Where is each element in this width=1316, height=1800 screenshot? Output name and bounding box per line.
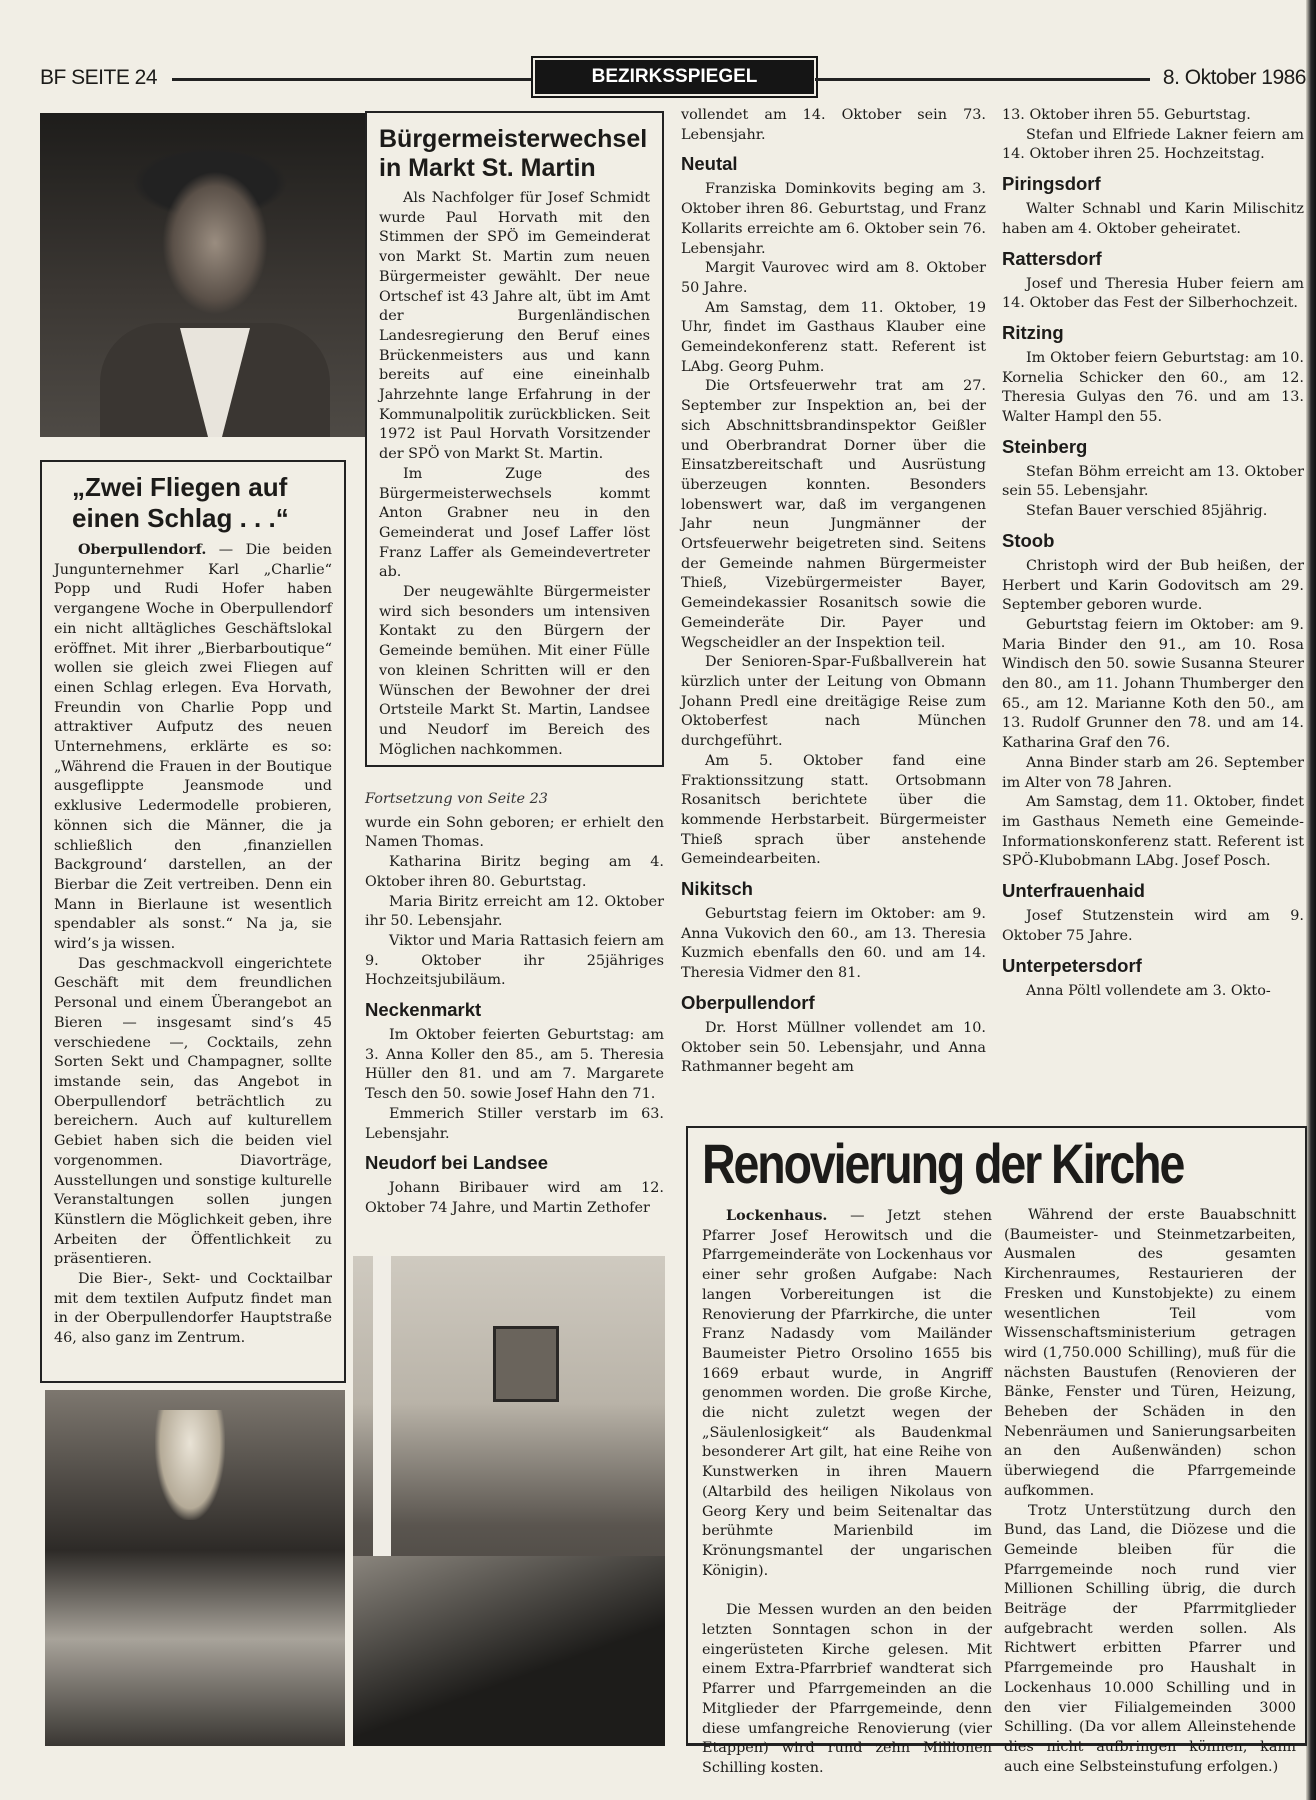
paragraph: Als Nachfolger für Josef Schmidt wurde Paul Horvath mit den Stimmen der SPÖ im Gemeinderat von Markt St. Martin zum neuen Bürgermeister gewählt. Der neue Ortschef ist 43 Jahre alt, übt im Amt der Burgenländischen Landesregierung den Beruf eines Brückenmeisters aus und kann bereits auf eine eineinhalb Jahrzehnte lange Erfahrung in der Kommunalpolitik zurückblicken. Seit 1972 ist Paul Horvath Vorsitzender der SPÖ von Markt St. Martin. — [379, 190, 650, 463]
dateline: Lockenhaus. — [726, 1207, 828, 1224]
place-heading: Unterfrauenhaid — [1002, 880, 1145, 902]
paragraph: Katharina Biritz beging am 4. Oktober ihren 80. Geburtstag. — [365, 854, 664, 890]
pillar-shape — [373, 1256, 391, 1556]
paragraph: — Die beiden Jungunternehmer Karl „Charlie“ Popp und Rudi Hofer haben vergangene Woche in Oberpullendorf ein nicht alltägliches Geschäftslokal eröffnet. Mit ihrer „Bierbarboutique“ wollen sie gleich zwei Fliegen auf einen Schlag erlegen. Eva Horvath, Freundin von Charlie Popp und attraktiver Aufputz des neuen Unternehmens, erklärte es so: „Während die Frauen in der Boutique ausgeflippte Jeansmode und exklusive Ledermodelle probieren, können sich die Männer, die ja schließlich den ‚finanziellen Background‘ darstellen, an der Bierbar die Zeit vertreiben. Denn ein Mann in Bierlaune ist wesentlich spendabler als sonst.“ Na ja, sie wird’s ja wissen. — [54, 542, 332, 953]
issue-date: 8. Oktober 1986 — [1162, 66, 1306, 89]
column-continuation — [365, 790, 664, 1219]
article-buergermeisterwechsel — [365, 111, 664, 767]
section-masthead: BEZIRKSSPIEGEL — [535, 60, 814, 94]
paragraph: Maria Biritz erreicht am 12. Oktober ihr 50. Lebensjahr. — [365, 893, 664, 930]
article-zwei-fliegen — [40, 460, 346, 1383]
header-rule-left — [172, 78, 532, 81]
paragraph: Während der erste Bauabschnitt (Baumeister- und Steinmetzarbeiten, Ausmalen des gesamten Kirchenraumes, Restaurieren der Fresken und Kunstobjekte) zu einem wesentlichen Teil vom Wissenschaftsministerium getragen wird (1,750.000 Schilling), muß für die nächsten Baustufen (Renovieren der Bänke, Fenster und Türen, Heizung, Beheben der Schäden in den Nebenräumen und Sanierungsarbeiten an den Außenwänden) schon überwiegend die Pfarrgemeinde aufkommen. — [1004, 1207, 1296, 1499]
paragraph: Im Oktober feiern Geburtstag: am 10. Kornelia Schicker den 60., am 12. Theresia Gulyas den 76. und am 13. Walter Hampl den 55. — [1002, 349, 1304, 426]
place-heading: Neudorf bei Landsee — [365, 1152, 548, 1174]
place-heading: Stoob — [1002, 529, 1055, 551]
paragraph: Am 5. Oktober fand eine Fraktionssitzung statt. Ortsobmann Rosanitsch berichtete über die kommende Herbstarbeit. Bürgermeister Thieß sprach über anstehende Gemeindearbeiten. — [681, 752, 986, 868]
paragraph: Stefan Bauer verschied 85jährig. — [1026, 503, 1268, 520]
place-heading: Steinberg — [1002, 435, 1088, 457]
dateline: Oberpullendorf. — [78, 541, 207, 558]
paragraph: Geburtstag feiern im Oktober: am 9. Maria Binder den 91., am 10. Rosa Windisch den 50. sowie Susanna Steurer den 80., am 11. Johann Thumberger den 65., am 12. Marianne Koth den 50., am 13. Rudolf Grunner den 78. und am 14. Katharina Graf den 76. — [1002, 616, 1304, 752]
article-headline: Bürgermeisterwechsel in Markt St. Martin — [379, 125, 648, 182]
place-heading: Neutal — [681, 153, 738, 175]
paragraph: Die Ortsfeuerwehr trat am 27. September zur Inspektion an, bei der sich Abschnittsbrandinspektor Geißler und Oberbrandrat Dorner über die Einsatzbereitschaft und Ausrüstung überzeugen konnten. Besonders lobenswert war, daß im vergangenen Jahr neun Jungmänner der Ortsfeuerwehr beigetreten sind. Seitens der Gemeinde nahmen Bürgermeister Thieß, Vizebürgermeister Bayer, Gemeindekassier Rosanitsch sowie die Gemeinderäte Dir. Payer und Wegscheidler an der Inspektion teil. — [681, 378, 986, 651]
paragraph: Trotz Unterstützung durch den Bund, das Land, die Diözese und die Gemeinde bleiben für die Pfarrgemeinde noch rund vier Millionen Schilling übrig, die durch Beiträge der Pfarrmitglieder aufgebracht werden sollen. Als Richtwert erbitten Pfarrer und Pfarrgemeinde pro Haushalt in Lockenhaus 10.000 Schilling und in den vier Filialgemeinden 3000 Schilling. (Da vor allem Alleinstehende dies nicht aufbringen können, kann auch eine Selbsteinstufung erfolgen.) — [1004, 1502, 1296, 1775]
paragraph: Johann Biribauer wird am 12. Oktober 74 Jahre, und Martin Zethofer — [365, 1180, 664, 1216]
place-heading: Ritzing — [1002, 321, 1064, 343]
paragraph: Das geschmackvoll eingerichtete Geschäft mit dem freundlichen Personal und einem Überangebot an Bieren — insgesamt sind’s 45 verschiedene —, Cocktails, zehn Sorten Sekt und Champagner, sollte imstande sein, das Angebot in Oberpullendorf beträchtlich zu bereichern. Auch auf kulturellem Gebiet haben sich die beiden viel vorgenommen. Diavorträge, Ausstellungen und sonstige kulturelle Veranstaltungen sollen jungen Künstlern die Möglichkeit geben, ihre Arbeiten der Öffentlichkeit zu präsentieren. — [54, 955, 332, 1268]
article-column-right — [1004, 1206, 1296, 1777]
page-number: BF SEITE 24 — [40, 66, 158, 89]
continuation-label: Fortsetzung von Seite 23 — [365, 791, 548, 807]
bar-photo — [353, 1256, 665, 1746]
place-heading: Oberpullendorf — [681, 991, 815, 1013]
place-heading: Piringsdorf — [1002, 173, 1101, 195]
place-heading: Neckenmarkt — [365, 999, 482, 1021]
continued-text: wurde ein Sohn geboren; er erhielt den Namen Thomas. — [365, 814, 664, 851]
bar-counter — [353, 1556, 665, 1746]
paragraph: — Jetzt stehen Pfarrer Josef Herowitsch und die Pfarrgemeinderäte von Lockenhaus vor einer sehr großen Aufgabe: Nach langen Vorbereitungen ist die Renovierung der Pfarrkirche, die unter Franz Nadasdy vom Mailänder Baumeister Pietro Orsolino 1655 bis 1669 erbaut wurde, in Angriff genommen worden. Die große Kirche, die nicht zuletzt wegen der „Säulenlosigkeit“ als Baudenkmal besonderer Art gilt, hat eine Reihe von Kunstwerken in ihren Mauern (Altarbild des heiligen Nikolaus von Georg Kery und beim Seitenaltar das berühmte Marienbild im Krönungsmantel der ungarischen Königin). — [702, 1208, 992, 1579]
paragraph: Christoph wird der Bub heißen, der Herbert und Karin Godovitsch am 29. September geboren wurde. — [1002, 557, 1304, 614]
paragraph: Viktor und Maria Rattasich feiern am 9. Oktober ihr 25jähriges Hochzeitsjubiläum. — [365, 932, 664, 989]
paragraph: Im Zuge des Bürgermeisterwechsels kommt Anton Grabner neu in den Gemeinderat und Josef Laffer löst Franz Laffer als Gemeindevertreter ab. — [379, 465, 650, 581]
paragraph: Der Senioren-Spar-Fußballverein hat kürzlich unter der Leitung von Obmann Johann Predl eine dreitägige Reise zum Oktoberfest nach München durchgeführt. — [681, 654, 986, 750]
paragraph: Die Bier-, Sekt- und Cocktailbar mit dem textilen Aufputz findet man in der Oberpullendorfer Hauptstraße 46, also ganz im Zentrum. — [54, 1271, 332, 1347]
paragraph: Geburtstag feiern im Oktober: am 9. Anna Vukovich den 60., am 13. Theresia Kuzmich ebenfalls den 60. und am 14. Theresia Vidmer den 81. — [681, 906, 986, 982]
paragraph: Margit Vaurovec wird am 8. Oktober 50 Jahre. — [681, 260, 986, 296]
continued-text: 13. Oktober ihren 55. Geburtstag. — [1002, 107, 1251, 123]
column-local-news-4 — [1002, 106, 1304, 1001]
paragraph: Josef Stutzenstein wird am 9. Oktober 75 Jahre. — [1002, 908, 1304, 944]
paragraph: Franziska Dominkovits beging am 3. Oktober ihren 86. Geburtstag, und Franz Kollarits erreichte am 6. Oktober sein 76. Lebensjahr. — [681, 181, 986, 257]
paragraph: Stefan Böhm erreicht am 13. Oktober sein 55. Lebensjahr. — [1002, 463, 1304, 500]
paragraph: Am Samstag, dem 11. Oktober, 19 Uhr, findet im Gasthaus Klauber eine Gemeindekonferenz statt. Referent ist LAbg. Georg Puhm. — [681, 299, 986, 375]
paragraph: Emmerich Stiller verstarb im 63. Lebensjahr. — [365, 1105, 664, 1142]
paragraph: Die Messen wurden an den beiden letzten Sonntagen schon in der eingerüsteten Kirche gelesen. Mit einem Extra-Pfarrbrief wandterat sich Pfarrer und Pfarrgemeinden an die Mitglieder der Pfarrgemeinde, denn diese umfangreiche Renovierung (vier Etappen) wird rund zehn Millionen Schilling kosten. — [702, 1602, 992, 1776]
paragraph: Anna Binder starb am 26. September im Alter von 78 Jahren. — [1002, 754, 1304, 791]
scan-edge — [1306, 0, 1316, 1800]
paragraph: Walter Schnabl und Karin Milischitz haben am 4. Oktober geheiratet. — [1002, 201, 1304, 237]
place-heading: Nikitsch — [681, 878, 753, 900]
paragraph: Der neugewählte Bürgermeister wird sich besonders um intensiven Kontakt zu den Bürgern der Gemeinde bemühen. Mit einer Fülle von kleinen Schritten will er den Wünschen der Bewohner der drei Ortsteile Markt St. Martin, Landsee und Neudorf im Bereich des Möglichen nachkommen. — [379, 584, 650, 758]
paragraph: Anna Pöltl vollendete am 3. Okto- — [1026, 982, 1271, 999]
paragraph: Am Samstag, dem 11. Oktober, findet im Gasthaus Nemeth eine Gemeinde-Informationskonferenz statt. Referent ist SPÖ-Klubobmann LAbg. Josef Posch. — [1002, 794, 1304, 870]
continued-text: vollendet am 14. Oktober sein 73. Lebensjahr. — [681, 107, 986, 143]
wall-picture — [493, 1326, 559, 1402]
person-shape — [155, 1410, 225, 1520]
place-heading: Rattersdorf — [1002, 247, 1102, 269]
header-rule-right — [815, 78, 1150, 81]
paragraph: Dr. Horst Müllner vollendet am 10. Oktober sein 50. Lebensjahr, und Anna Rathmanner begeht am — [681, 1019, 986, 1076]
portrait-photo — [40, 113, 365, 437]
article-column-left — [702, 1206, 992, 1779]
boutique-photo — [45, 1390, 345, 1746]
paragraph: Josef und Theresia Huber feiern am 14. Oktober das Fest der Silberhochzeit. — [1002, 275, 1304, 312]
paragraph: Im Oktober feierten Geburtstag: am 3. Anna Koller den 85., am 5. Theresia Hüller den 81. und am 7. Margarete Tesch den 50. sowie Josef Hahn den 71. — [365, 1027, 664, 1103]
article-headline: Renovierung der Kirche — [702, 1132, 1184, 1195]
place-heading: Unterpetersdorf — [1002, 954, 1142, 976]
article-headline: „Zwei Fliegen auf einen Schlag . . .“ — [72, 472, 289, 533]
article-renovierung — [686, 1126, 1307, 1776]
paragraph: Stefan und Elfriede Lakner feiern am 14. Oktober ihren 25. Hochzeitstag. — [1002, 126, 1304, 163]
column-local-news-3 — [681, 106, 986, 1078]
